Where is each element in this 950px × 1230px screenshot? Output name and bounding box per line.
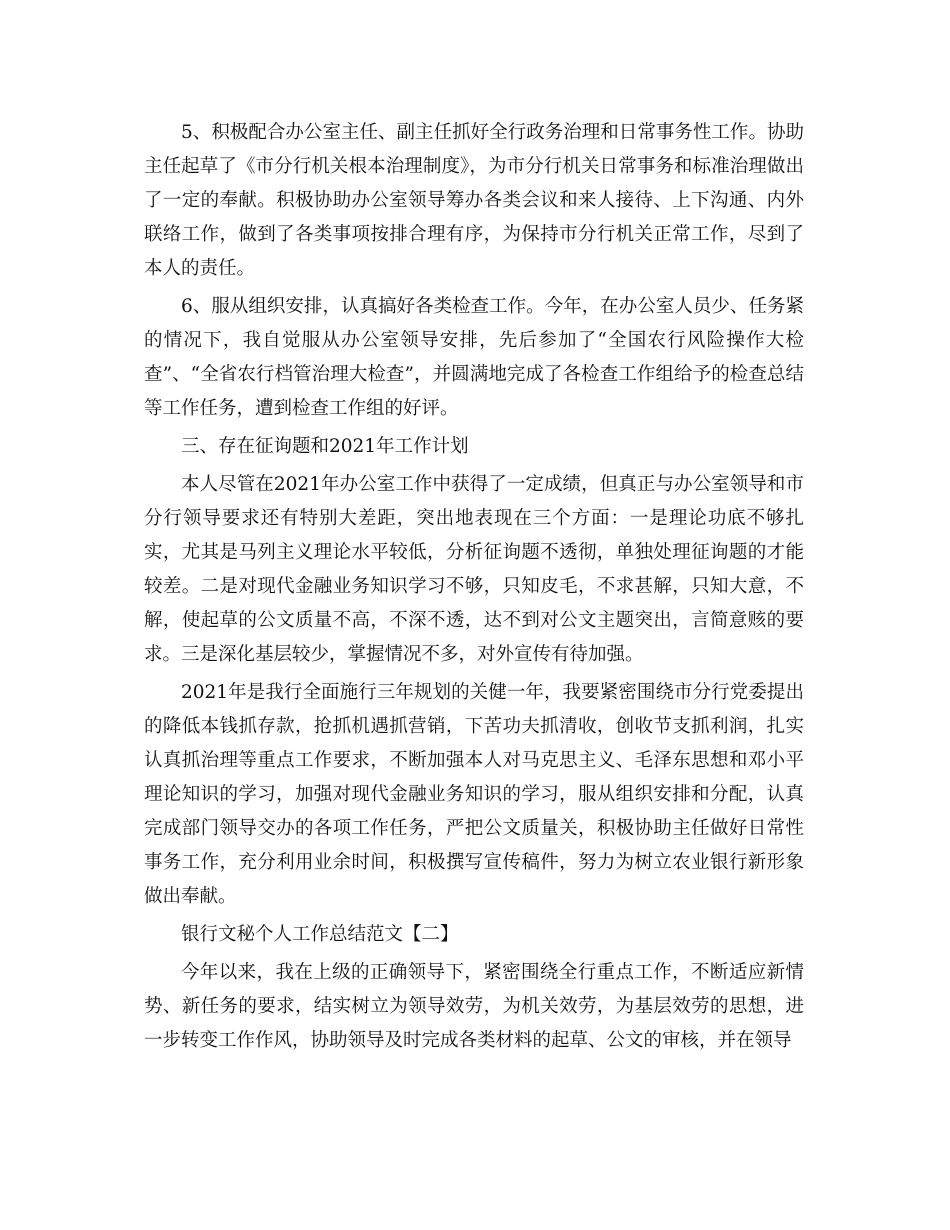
section-heading-sample-two: 银行文秘个人工作总结范文【二】 [181,924,459,945]
document-body [144,116,804,1062]
section-heading-problems-and-plan: 三、存在征询题和2021年工作计划 [181,436,469,457]
paragraph-sample-two-intro: 今年以来，我在上级的正确领导下，紧密围绕全行重点工作，不断适应新情势、新任务的要求，结实树立为领导效劳，为机关效劳，为基层效劳的思想，进一步转变工作作风，协助领导及时完成各类材料的起草、公文的审核，并在领导 [144,962,804,1051]
paragraph-item-6: 6、服从组织安排，认真搞好各类检查工作。今年，在办公室人员少、任务紧的情况下，我自觉服从办公室领导安排，先后参加了“全国农行风险操作大检查”、“全省农行档管治理大检查”，并圆满地完成了各检查工作组给予的检查总结等工作任务，遭到检查工作组的好评。 [144,296,804,419]
paragraph-item-5: 5、积极配合办公室主任、副主任抓好全行政务治理和日常事务性工作。协助主任起草了《市分行机关根本治理制度》，为市分行机关日常事务和标准治理做出了一定的奉献。积极协助办公室领导筹办各类会议和来人接待、上下沟通、内外联络工作，做到了各类事项按排合理有序，为保持市分行机关正常工作，尽到了本人的责任。 [144,122,804,279]
paragraph-next-year-plan: 2021年是我行全面施行三年规划的关健一年，我要紧密围绕市分行党委提出的降低本钱抓存款，抢抓机遇抓营销，下苦功夫抓清收，创收节支抓利润，扎实认真抓治理等重点工作要求，不断加强本人对马克思主义、毛泽东思想和邓小平理论知识的学习，加强对现代金融业务知识的学习，服从组织安排和分配，认真完成部门领导交办的各项工作任务，严把公文质量关，积极协助主任做好日常性事务工作，充分利用业余时间，积极撰写宣传稿件，努力为树立农业银行新形象做出奉献。 [144,682,804,907]
paragraph-shortcomings: 本人尽管在2021年办公室工作中获得了一定成绩，但真正与办公室领导和市分行领导要求还有特别大差距，突出地表现在三个方面：一是理论功底不够扎实，尤其是马列主义理论水平较低，分析征询题不透彻，单独处理征询题的才能较差。二是对现代金融业务知识学习不够，只知皮毛，不求甚解，只知大意，不解，使起草的公文质量不高，不深不透，达不到对公文主题突出，言简意赅的要求。三是深化基层较少，掌握情况不多，对外宣传有待加强。 [144,474,804,665]
